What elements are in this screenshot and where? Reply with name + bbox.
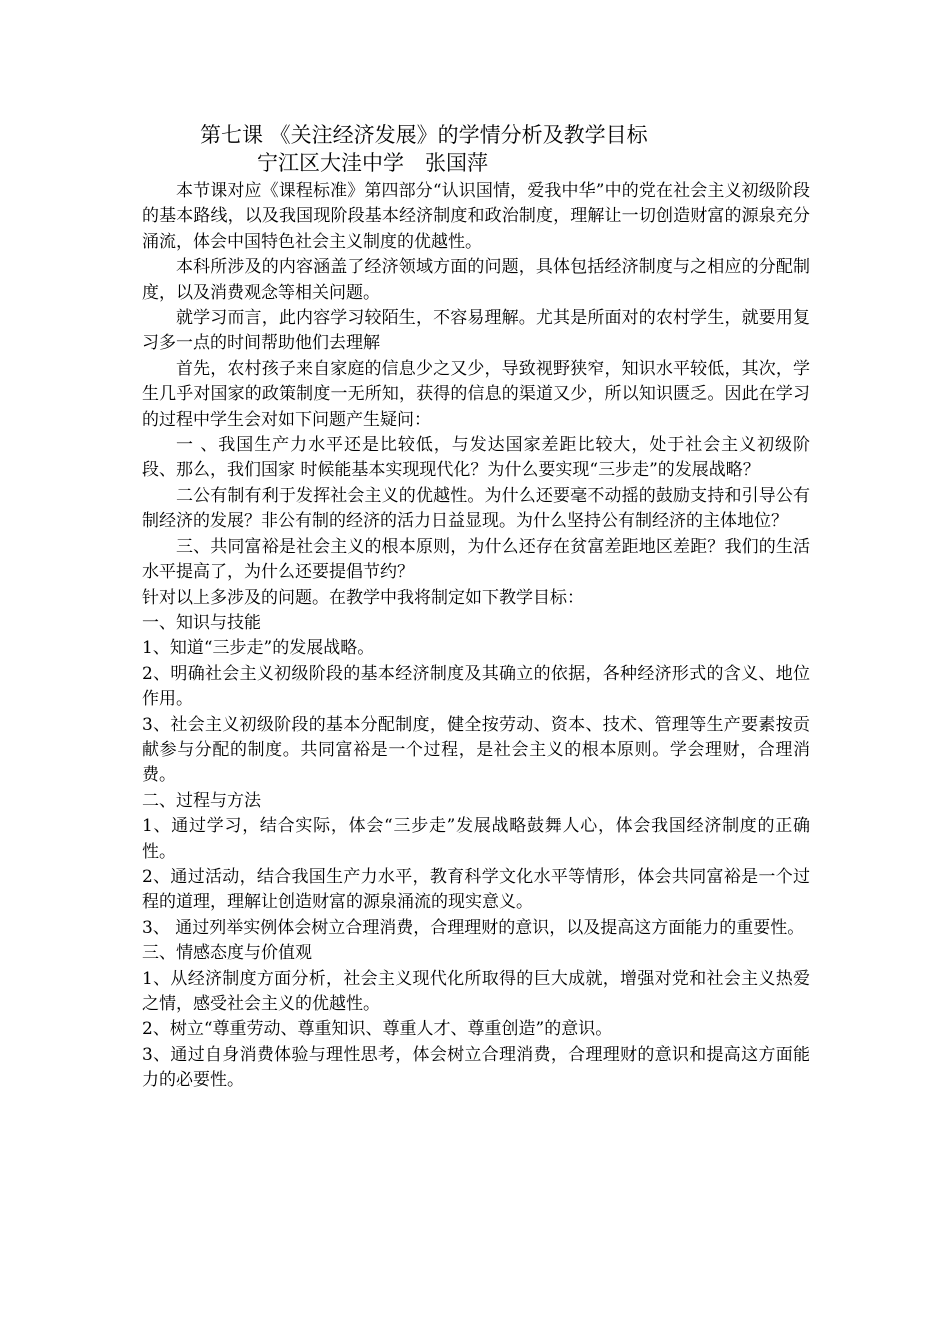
author-line: 宁江区大洼中学 张国萍 — [257, 151, 488, 175]
paragraph-question-one: 一 、我国生产力水平还是比较低，与发达国家差距比较大，处于社会主义初级阶段、那么，我们国家 时候能基本实现现代化？为什么要实现“三步走”的发展战略？ — [142, 435, 810, 481]
paragraph-curriculum: 本节课对应《课程标准》第四部分“认识国情，爱我中华”中的党在社会主义初级阶段的基本路线，以及我国现阶段基本经济制度和政治制度，理解让一切创造财富的源泉充分涌流，体会中国特色社会主义制度的优越性。 — [142, 181, 810, 252]
list-item: 3、社会主义初级阶段的基本分配制度，健全按劳动、资本、技术、管理等生产要素按贡献参与分配的制度。共同富裕是一个过程，是社会主义的根本原则。学会理财，合理消费。 — [142, 714, 810, 786]
list-item: 2、通过活动，结合我国生产力水平，教育科学文化水平等情形，体会共同富裕是一个过程的道理，理解让创造财富的源泉涌流的现实意义。 — [142, 866, 810, 913]
list-item: 3、 通过列举实例体会树立合理消费，合理理财的意识，以及提高这方面能力的重要性。 — [142, 917, 805, 938]
list-item: 1、通过学习，结合实际，体会“三步走”发展战略鼓舞人心，体会我国经济制度的正确性。 — [142, 816, 810, 862]
paragraph-student-analysis: 首先，农村孩子来自家庭的信息少之又少，导致视野狭窄，知识水平较低，其次，学生几乎对国家的政策制度一无所知，获得的信息的渠道又少，所以知识匮乏。因此在学习的过程中学生会对如下问题产生疑问： — [142, 358, 810, 430]
list-item: 2、明确社会主义初级阶段的基本经济制度及其确立的依据，各种经济形式的含义、地位作用。 — [142, 663, 810, 710]
list-item: 1、知道“三步走”的发展战略。 — [142, 638, 375, 659]
paragraph-scope: 本科所涉及的内容涵盖了经济领域方面的问题，具体包括经济制度与之相应的分配制度，以及消费观念等相关问题。 — [142, 257, 810, 303]
paragraph-difficulty: 就学习而言，此内容学习较陌生，不容易理解。尤其是所面对的农村学生，就要用复习多一点的时间帮助他们去理解 — [142, 308, 810, 354]
document-title: 第七课 《关注经济发展》的学情分析及教学目标 — [200, 123, 648, 147]
list-item: 2、树立“尊重劳动、尊重知识、尊重人才、尊重创造”的意识。 — [142, 1019, 613, 1040]
section-heading-values: 三、情感态度与价值观 — [142, 943, 312, 964]
document-body — [142, 121, 810, 1094]
section-heading-knowledge: 一、知识与技能 — [142, 612, 261, 633]
paragraph-question-three: 三、共同富裕是社会主义的根本原则，为什么还存在贫富差距地区差距？我们的生活水平提高了，为什么还要提倡节约？ — [142, 536, 810, 583]
list-item: 1、从经济制度方面分析，社会主义现代化所取得的巨大成就，增强对党和社会主义热爱之情，感受社会主义的优越性。 — [142, 968, 810, 1014]
paragraph-question-two: 二公有制有利于发挥社会主义的优越性。为什么还要毫不动摇的鼓励支持和引导公有制经济的发展？非公有制的经济的活力日益显现。为什么坚持公有制经济的主体地位？ — [142, 485, 810, 532]
paragraph-goals-intro: 针对以上多涉及的问题。在教学中我将制定如下教学目标： — [142, 587, 584, 608]
section-heading-process: 二、过程与方法 — [142, 790, 261, 811]
list-item: 3、通过自身消费体验与理性思考，体会树立合理消费，合理理财的意识和提高这方面能力的必要性。 — [142, 1044, 810, 1091]
